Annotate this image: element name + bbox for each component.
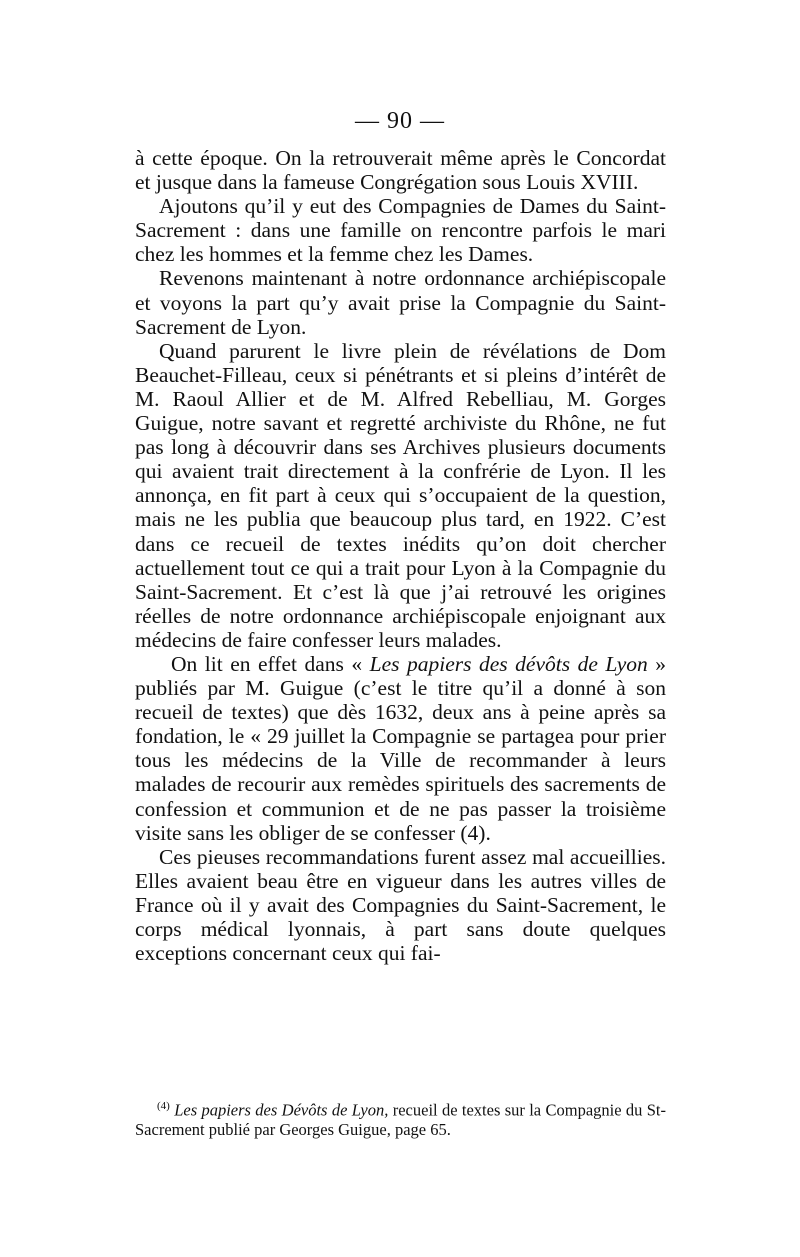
footnote-title: Les papiers des Dévôts de Lyon, bbox=[174, 1100, 389, 1120]
paragraph-1: à cette époque. On la retrouverait même après le Concordat et jusque dans la fameuse Congrégation sous Louis XVIII. bbox=[135, 146, 666, 195]
page-number: — 90 — bbox=[355, 108, 445, 134]
footnote bbox=[135, 1097, 666, 1139]
footnote-mark: (4) bbox=[157, 1100, 170, 1112]
paragraph-2: Ajoutons qu’il y eut des Compagnies de Dames du Saint-Sacrement : dans une famille on rencontre parfois le mari chez les hommes et la femme chez les Dames. bbox=[135, 194, 666, 267]
paragraph-4: Quand parurent le livre plein de révélations de Dom Beauchet-Filleau, ceux si pénétrants et si pleins d’intérêt de M. Raoul Allier et de M. Alfred Rebelliau, M. Gorges Guigue, notre savant et regretté archiviste du Rhône, ne fut pas long à découvrir dans ses Archives plusieurs documents qui avaient trait directement à la confrérie de Lyon. Il les annonça, en fit part à ceux qui s’occupaient de la question, mais ne les publia que beaucoup plus tard, en 1922. C’est dans ce recueil de textes inédits qu’on doit chercher actuellement tout ce qui a trait pour Lyon à la Compagnie du Saint-Sacrement. Et c’est là que j’ai retrouvé les origines réelles de notre ordonnance archiépiscopale enjoignant aux médecins de faire confesser leurs malades. bbox=[135, 338, 666, 652]
cited-work-title: Les papiers des dévôts de Lyon bbox=[369, 651, 648, 676]
paragraph-5-rest: » publiés par M. Guigue (c’est le titre qu’il a donné à son recueil de textes) que dès 1632, deux ans à peine après sa fondation, le « 29 juillet la Compagnie se partagea pour prier tous les médecins de la Ville de recommander à leurs malades de recourir aux remèdes spirituels des sacrements de confession et communion et de ne pas passer la troisième visite sans les obliger de se confesser (4). bbox=[135, 651, 666, 845]
footnote-4 bbox=[135, 1097, 666, 1139]
paragraph-5 bbox=[135, 652, 666, 845]
paragraph-5-intro: On lit en effet dans « bbox=[171, 651, 370, 676]
footnote-text: recueil de textes sur la Compagnie du St-Sacrement publié par Georges Guigue, page 65. bbox=[135, 1100, 667, 1139]
paragraph-6: Ces pieuses recommandations furent assez mal accueillies. Elles avaient beau être en vigueur dans les autres villes de France où il y avait des Compagnies du Saint-Sacrement, le corps médical lyonnais, à part sans doute quelques exceptions concernant ceux qui fai- bbox=[135, 844, 666, 966]
paragraph-3: Revenons maintenant à notre ordonnance archiépiscopale et voyons la part qu’y avait prise la Compagnie du Saint-Sacrement de Lyon. bbox=[135, 266, 666, 339]
body-text bbox=[135, 146, 666, 965]
